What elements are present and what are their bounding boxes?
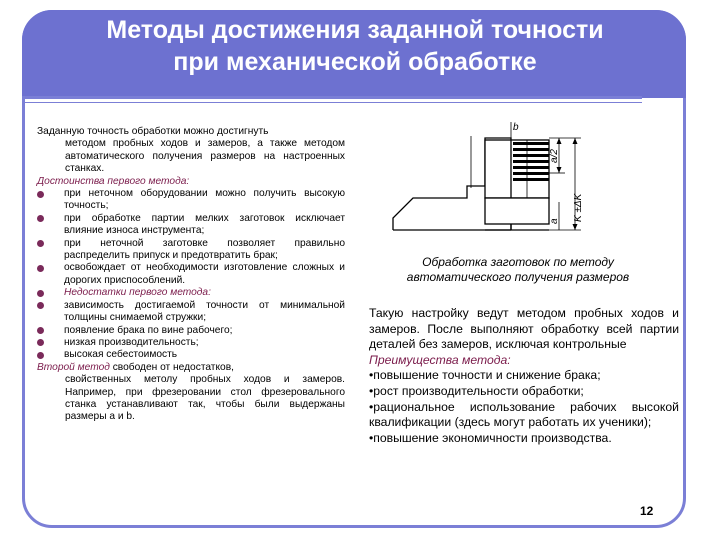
advantages-heading: Достоинства первого метода: xyxy=(37,175,190,187)
list-item: •повышение экономичности производства. xyxy=(369,430,612,445)
list-item-text: низкая производительность; xyxy=(64,336,199,348)
list-item: •рациональное использование рабочих высокой квалификации (здесь могут работать их ученики); xyxy=(369,399,679,430)
figure-caption: Обработка заготовок по методу автоматического получения размеров xyxy=(406,255,630,284)
title-line-2: при механической обработке xyxy=(173,48,537,76)
bullet-icon xyxy=(37,215,44,222)
bullet-icon xyxy=(37,290,44,297)
list-item xyxy=(37,188,345,213)
dim-k-label: K ±ΔK xyxy=(573,193,584,222)
second-method-first-line xyxy=(37,362,345,374)
list-item xyxy=(37,262,345,287)
milling-setup-figure xyxy=(385,118,645,248)
list-item xyxy=(37,300,345,325)
list-item: •повышение точности и снижение брака; xyxy=(369,368,601,383)
title-line-1: Методы достижения заданной точности xyxy=(106,16,604,44)
list-item xyxy=(37,213,345,238)
bullet-icon xyxy=(37,302,44,309)
method-advantages-heading: Преимущества метода: xyxy=(369,352,511,367)
list-item-text: освобождает от необходимости изготовление сложных и дорогих приспособлений. xyxy=(64,262,345,286)
list-item xyxy=(37,325,345,337)
right-paragraph: Такую настройку ведут методом пробных ходов и замеров. После выполняют обработку всей партии деталей без замеров, исключая контрольные xyxy=(369,306,679,352)
bullet-icon xyxy=(37,339,44,346)
second-method-rest: свойственных метолу пробных ходов и замеров. Например, при фрезеровании стол фрезеровального станка устанавливают так, чтобы были выдержаны размеры а и b. xyxy=(65,374,345,423)
list-item xyxy=(37,349,345,361)
title-divider xyxy=(22,96,642,99)
second-method-label: Второй метод xyxy=(37,361,110,373)
dim-a2-label: a/2 xyxy=(549,149,560,163)
dim-b-label: b xyxy=(513,122,519,133)
list-item-text: при неточном оборудовании можно получить высокую точность; xyxy=(64,188,345,212)
bullet-icon xyxy=(37,327,44,334)
left-text-column xyxy=(37,126,345,424)
list-item-text: высокая себестоимость xyxy=(64,349,178,361)
bullet-icon xyxy=(37,240,44,247)
bullet-icon xyxy=(37,352,44,359)
bullet-icon xyxy=(37,191,44,198)
intro-rest: методом пробных ходов и замеров, а также методом автоматического получения размеров на настроенных станках. xyxy=(65,138,345,175)
disadvantages-heading: Недостатки первого метода: xyxy=(64,287,211,299)
table-base xyxy=(485,198,549,224)
list-item-text: зависимость достигаемой точности от минимальной толщины снимаемой стружки; xyxy=(64,299,345,324)
intro-first-line: Заданную точность обработки можно достигнуть xyxy=(37,126,269,137)
list-item-text: появление брака по вине рабочего; xyxy=(64,324,233,336)
list-item: •рост производительности обработки; xyxy=(369,383,584,398)
slide-title xyxy=(40,14,670,78)
list-item-text: при неточной заготовке позволяет правильно распределить припуск и предотвратить брак; xyxy=(64,237,345,262)
page-number: 12 xyxy=(640,504,654,518)
list-item xyxy=(37,238,345,263)
bullet-icon xyxy=(37,265,44,272)
list-item xyxy=(37,337,345,349)
list-item xyxy=(37,287,345,299)
title-divider-thin xyxy=(22,102,642,103)
right-text-column xyxy=(369,306,679,446)
second-method-first-text: свободен от недостатков, xyxy=(109,361,234,373)
list-item-text: при обработке партии мелких заготовок исключает влияние износа инструмента; xyxy=(64,212,345,237)
dim-a-label: a xyxy=(549,218,560,224)
